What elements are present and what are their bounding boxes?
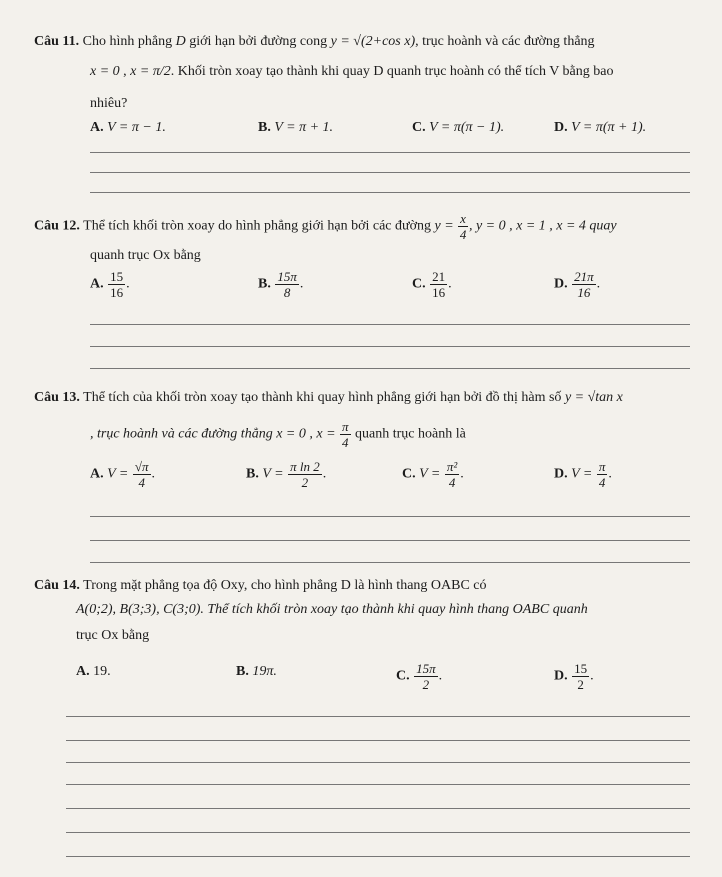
q14-line2: A(0;2), B(3;3), C(3;0). Thể tích khối tròn xoay tạo thành khi quay hình thang OABC quanh — [76, 602, 588, 617]
q14-option-d: D. $\frac{15}{2}$ . — [554, 661, 594, 692]
q12-line1: Câu 12. Thể tích khối tròn xoay do hình phẳng giới hạn bởi các đường y = $\frac{x}{4}$ , y = 0 , x = 1 , x = 4 quay — [34, 211, 617, 242]
answer-line — [66, 784, 690, 785]
q11-D: D — [175, 34, 186, 49]
q12-text-2: , y = 0 , x = 1 , x = 4 quay — [468, 218, 617, 234]
q11-x0: x = 0 — [90, 64, 120, 79]
answer-line — [66, 832, 690, 833]
q11-text-4: . Khối tròn xoay tạo thành khi quay D quanh trục hoành có thể tích V bằng bao — [170, 64, 614, 79]
q13-option-b: B. V = $\frac{\text{π ln 2}}{2}$ . — [246, 459, 327, 490]
q12-option-d: D. $\frac{21\pi}{16}$ . — [554, 269, 601, 300]
q12-text-1: Thể tích khối tròn xoay do hình phẳng giới hạn bởi các đường — [83, 218, 431, 234]
answer-line — [90, 152, 690, 153]
q11-line1 — [34, 34, 595, 50]
q12-option-b: B. $\frac{15\pi}{8}$ . — [258, 269, 304, 300]
q14-option-a: A. 19. — [76, 664, 111, 679]
q11-xpi2: x = π/2 — [130, 64, 171, 79]
q11-text-2: giới hạn bởi đường cong — [189, 34, 328, 49]
q13-text-3: quanh trục hoành là — [355, 426, 466, 442]
answer-line — [66, 740, 690, 741]
q13-pi4-fraction: $\frac{\pi}{4}$ — [342, 419, 349, 450]
q12-line2: quanh trục Ox bằng — [90, 248, 201, 263]
q12-option-a: A. $\frac{15}{16}$ . — [90, 269, 130, 300]
q13-func: y = √tan x — [564, 390, 623, 405]
q14-line1 — [34, 578, 487, 594]
answer-line — [90, 516, 690, 517]
answer-line — [66, 856, 690, 857]
q13-label: Câu 13. — [34, 390, 80, 405]
q13-option-d: D. V = $\frac{\pi}{4}$ . — [554, 459, 612, 490]
q11-line2: x = 0 , x = π/2. Khối tròn xoay tạo thành khi quay D quanh trục hoành có thể tích V bằng bao — [90, 64, 614, 79]
answer-line — [90, 324, 690, 325]
q12-label: Câu 12. — [34, 218, 80, 234]
q11-option-a: A. V = π − 1. — [90, 120, 166, 135]
q12-eq-fraction: $\frac{x}{4}$ — [459, 211, 467, 242]
answer-line — [90, 540, 690, 541]
q13-text-1: Thể tích của khối tròn xoay tạo thành khi quay hình phẳng giới hạn bởi đồ thị hàm số — [83, 390, 562, 405]
q11-option-c: C. V = π(π − 1). — [412, 120, 505, 135]
q11-text-3: , trục hoành và các đường thẳng — [415, 34, 595, 49]
q14-line3: trục Ox bằng — [76, 628, 150, 643]
answer-line — [90, 172, 690, 173]
answer-line — [90, 368, 690, 369]
q13-line1 — [34, 390, 623, 406]
answer-line — [90, 346, 690, 347]
q11-option-b: B. V = π + 1. — [258, 120, 334, 135]
q11-option-d: D. V = π(π + 1). — [554, 120, 647, 135]
q12-option-c: C. $\frac{21}{16}$ . — [412, 269, 452, 300]
q13-option-a: A. V = $\frac{√\pi}{4}$ . — [90, 459, 156, 490]
answer-line — [66, 762, 690, 763]
q14-option-b: B. 19π. — [236, 664, 277, 679]
answer-line — [90, 562, 690, 563]
q13-line2 — [90, 420, 466, 449]
q14-option-c: C. $\frac{15\pi}{2}$ . — [396, 661, 443, 692]
answer-line — [90, 192, 690, 193]
q11-label: Câu 11. — [34, 34, 80, 49]
answer-line — [66, 716, 690, 717]
q11-text-1: Cho hình phẳng — [82, 34, 173, 49]
q11-curve: y = √(2+cos x) — [330, 34, 416, 49]
q13-option-c: C. V = $\frac{\text{π²}}{4}$ . — [402, 459, 464, 490]
q14-text-1: Trong mặt phẳng tọa độ Oxy, cho hình phẳng D là hình thang OABC có — [83, 578, 487, 593]
answer-line — [66, 808, 690, 809]
q14-label: Câu 14. — [34, 578, 80, 593]
q11-line3: nhiêu? — [90, 96, 128, 111]
q13-text-2: , trục hoành và các đường thẳng x = 0 , x = — [90, 426, 336, 442]
